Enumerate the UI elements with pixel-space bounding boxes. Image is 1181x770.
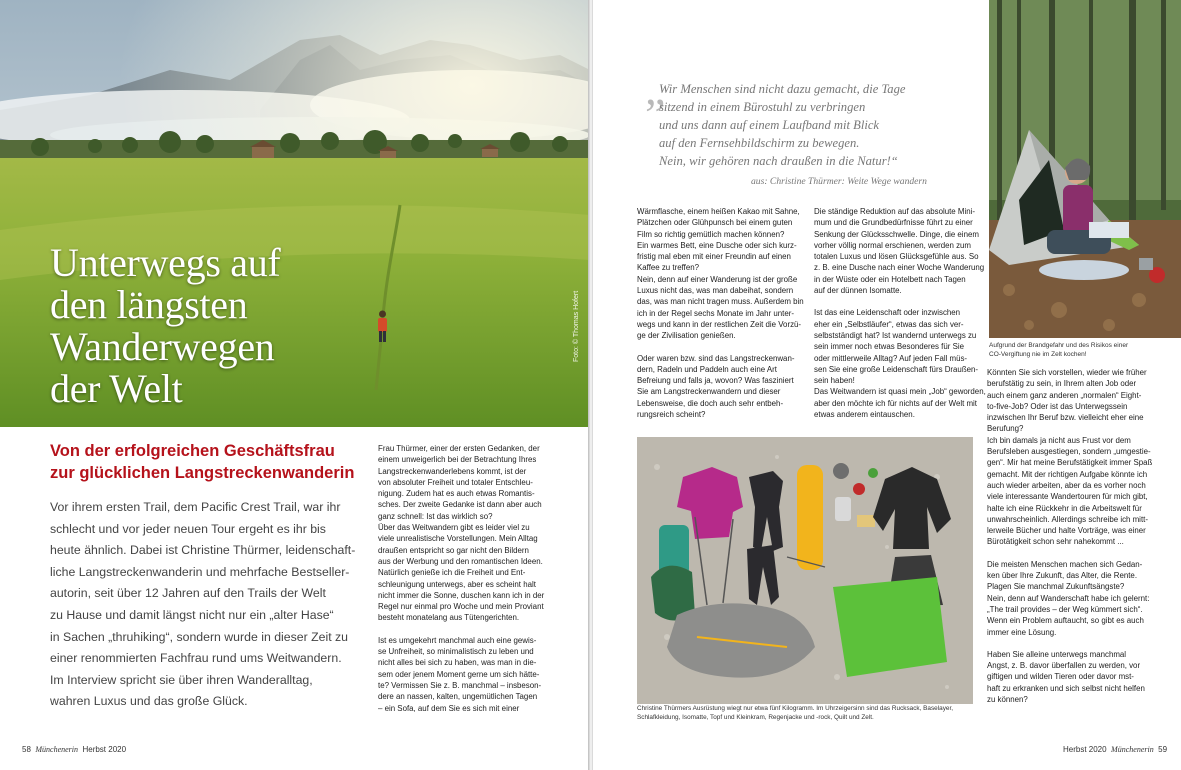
body-text-line: Die ständige Reduktion auf das absolute Mini- xyxy=(814,207,975,216)
magazine-brand: Münchenerin xyxy=(1111,745,1154,754)
lead-line: einer renommierten Fachfrau rund ums Weitwandern. xyxy=(50,651,342,666)
body-text-line: Film so richtig gemütlich machen können? xyxy=(637,229,785,239)
body-text-line: Frau Thürmer, einer der ersten Gedanken, der xyxy=(378,444,540,453)
body-text-line: Nein, denn auf Wanderschaft habe ich gelernt: xyxy=(987,593,1150,603)
body-text-line: besteht monatelang aus Tütengerichten. xyxy=(378,613,520,623)
body-text-line: Senkung der Glücksschwelle. Dinge, die einem xyxy=(814,229,979,239)
body-text-line: aber den möchte ich für nichts auf der Welt mit xyxy=(814,398,978,408)
body-text-line: sein haben! xyxy=(814,376,855,386)
paragraph-gap xyxy=(637,342,807,353)
issue-label: Herbst 2020 xyxy=(1063,745,1107,754)
title-line: Wanderwegen xyxy=(50,324,275,369)
quote-source: aus: Christine Thürmer: Weite Wege wandern xyxy=(751,176,927,187)
body-text-line: in der Wüste oder ein Hotelbett nach Tagen xyxy=(814,274,966,284)
right-text-column-3 xyxy=(987,367,1167,705)
body-text-line: Über das Weitwandern gibt es leider viel zu xyxy=(378,523,530,533)
body-text-line: das, was man nicht tragen muss. Außerdem bin xyxy=(637,297,804,307)
body-text-line: ge der Zivilisation genießen. xyxy=(637,331,736,341)
body-text-line: nicht immer die Sonne, duschen kann ich in der xyxy=(378,590,545,600)
body-text-line: Langstreckenwanderlebens kommt, ist der xyxy=(378,466,527,476)
body-text-line: zu können? xyxy=(987,695,1028,705)
caption-line: Schlafkleidung, Isomatte, Topf und Kleinkram, Regenjacke und -rock, Quilt und Zelt. xyxy=(637,713,874,721)
caption-line: CO-Vergiftung nie im Zelt kochen! xyxy=(989,351,1087,358)
tent-photo xyxy=(989,0,1181,338)
page-footer-left xyxy=(22,745,126,754)
body-text-line: oder mittlerweile Alltag? Auf jeden Fall müs- xyxy=(814,353,968,363)
lead-line: Im Interview spricht sie über ihren Wanderalltag, xyxy=(50,672,313,687)
body-text-line: einem unweigerlich bei der Betrachtung Ihres xyxy=(378,455,537,465)
body-text-line: auf der dünnen Isomatte. xyxy=(814,286,902,296)
body-text-line: „The trail provides – der Weg kümmert sich“. xyxy=(987,604,1143,614)
lead-line: schlecht und vor jeder neuen Tour ergeht es ihr bis xyxy=(50,521,326,536)
body-text-line: Bürotätigkeit schon sehr nahekommt ... xyxy=(987,537,1124,547)
body-text-line: giftigen und wilden Tieren oder davor mst- xyxy=(987,672,1134,682)
body-text-line: gemacht. Mit der richtigen Aufgabe könnte ich xyxy=(987,469,1148,479)
page-footer-right xyxy=(1063,745,1167,754)
title-line: den längsten xyxy=(50,282,248,327)
body-text-line: dern, Radeln und Paddeln auch eine Art xyxy=(637,364,777,374)
body-text-line: immer eine Lösung. xyxy=(987,627,1057,637)
quote-mark: „ xyxy=(645,63,666,114)
meadow-hero-photo xyxy=(0,0,590,427)
body-text-line: mum und die Grundbedürfnisse führt zu einer xyxy=(814,218,973,228)
body-text-line: se Unfreiheit, so minimalistisch zu leben und xyxy=(378,647,534,657)
tent-photo-caption xyxy=(989,341,1128,359)
body-text-line: Ich bin damals ja nicht aus Frust vor dem xyxy=(987,435,1131,445)
lead-line: wahren Luxus und das große Glück. xyxy=(50,694,248,709)
body-text-line: to-five-Job? Oder ist das Unterwegssein xyxy=(987,401,1128,411)
body-text-line: Sie am Langstreckenwandern und dieser xyxy=(637,387,781,397)
body-text-line: Luxus nicht das, was man dabeihat, sondern xyxy=(637,286,794,296)
body-text-line: wegs und kann in der restlichen Zeit die Vorzü- xyxy=(637,319,802,329)
body-text-line: Angst, z. B. davor überfallen zu werden, vor xyxy=(987,661,1141,671)
body-text-line: Plagen Sie manchmal Zukunftsängste? xyxy=(987,582,1125,592)
paragraph-gap xyxy=(378,624,554,635)
quote-line: Wir Menschen sind nicht dazu gemacht, die Tage xyxy=(659,82,906,96)
quote-line: und uns dann auf einem Laufband mit Blick xyxy=(659,118,880,132)
body-text-line: Haben Sie alleine unterwegs manchmal xyxy=(987,649,1127,659)
left-text-column xyxy=(378,443,554,714)
body-text-line: schleunigung unterwegs, aber es scheint halt xyxy=(378,579,536,589)
body-text-line: von absoluter Freiheit und totaler Entschleu- xyxy=(378,477,533,487)
body-text-line: ganz schnell: Ist das wirklich so? xyxy=(378,511,493,521)
body-text-line: Wärmflasche, einem heißen Kakao mit Sahne, xyxy=(637,207,800,216)
body-text-line: Natürlich genieße ich die Freiheit und Ent- xyxy=(378,568,526,578)
body-text-line: sen Sie eine große Leidenschaft fürs Draußen- xyxy=(814,364,979,374)
body-text-line: Ist es umgekehrt manchmal auch eine gewis- xyxy=(378,635,537,645)
page-number: 59 xyxy=(1158,745,1168,754)
body-text-line: auch einem ganz anderen „normalen“ Eight- xyxy=(987,390,1142,400)
body-text-line: aus der Werbung und den romantischen Ideen. xyxy=(378,556,543,566)
body-text-line: sches. Der zweite Gedanke ist dann aber auch xyxy=(378,500,542,510)
quote-line: auf den Fernsehbildschirm zu bewegen. xyxy=(659,136,860,150)
body-text-line: halte ich eine Rückkehr in die Arbeitswelt für xyxy=(987,503,1142,513)
page-number: 58 xyxy=(22,745,31,754)
body-text-line: vorher völlig normal erschienen, werden zum xyxy=(814,240,972,250)
body-text-line: Kaffee zu treffen? xyxy=(637,263,700,273)
body-text-line: nicht alles bei sich zu haben, was man in die- xyxy=(378,658,537,668)
body-text-line: etwas anderem eintauschen. xyxy=(814,410,915,420)
body-text-line: Plätzchen oder Glühpunsch bei einem guten xyxy=(637,218,793,228)
pull-quote xyxy=(659,80,989,170)
body-text-line: Ein warmes Bett, eine Dusche oder sich kurz- xyxy=(637,240,797,250)
lead-line: liche Langstreckenwanderin und mehrfache Bestseller- xyxy=(50,564,350,579)
body-text-line: ken über Ihre Zukunft, das Alter, die Rente. xyxy=(987,571,1138,581)
body-text-line: Die meisten Menschen machen sich Gedan- xyxy=(987,559,1143,569)
paragraph-gap xyxy=(814,296,986,307)
body-text-line: Das Weitwandern ist quasi mein „Job“ geworden, xyxy=(814,387,986,397)
left-page xyxy=(0,0,590,770)
body-text-line: sein immer noch etwas Besonderes für Sie xyxy=(814,342,964,352)
body-text-line: haft zu erkranken und sich selbst nicht helfen xyxy=(987,683,1145,693)
body-text-line: – ein Sofa, auf dem Sie es sich mit einer xyxy=(378,703,520,713)
body-text-line: viele interessante Wandertouren für mich gibt, xyxy=(987,492,1148,502)
title-line: Unterwegs auf xyxy=(50,240,281,285)
body-text-line: Könnten Sie sich vorstellen, wieder wie früher xyxy=(987,368,1147,377)
article-title xyxy=(50,242,280,410)
gear-photo-caption xyxy=(637,705,977,722)
body-text-line: nigung. Zudem hat es auch etwas Romantis- xyxy=(378,489,535,499)
body-text-line: fristig mal eben mit einer Freundin auf einen xyxy=(637,252,791,262)
body-text-line: Regel nur einmal pro Woche und mein Proviant xyxy=(378,602,544,612)
body-text-line: viele unrealistische Vorstellungen. Mein Alltag xyxy=(378,534,538,544)
lead-line: autorin, seit über 12 Jahren auf den Trails der Welt xyxy=(50,586,326,601)
body-text-line: unwahrscheinlich. Allerdings schreibe ich mitt- xyxy=(987,514,1148,524)
quote-line: Nein, wir gehören nach draußen in die Natur!“ xyxy=(659,154,898,168)
body-text-line: z. B. eine Dusche nach einer Woche Wanderung xyxy=(814,263,985,273)
body-text-line: auch wieder arbeiten, aber da es vorher noch xyxy=(987,480,1146,490)
hiking-gear-flatlay-image xyxy=(637,437,973,704)
body-text-line: ich in der Regel sechs Monate im Jahr unter- xyxy=(637,308,795,318)
body-text-line: rungsreich scheint? xyxy=(637,410,706,420)
body-text-line: Lebensweise, die doch auch sehr entbeh- xyxy=(637,398,784,408)
body-text-line: draußen entspricht so gar nicht den Bildern xyxy=(378,545,529,555)
quote-line: sitzend in einem Bürostuhl zu verbringen xyxy=(659,100,866,114)
body-text-line: eher ein „Selbstläufer“, etwas das sich ver- xyxy=(814,319,964,329)
tent-forest-image xyxy=(989,0,1181,338)
body-text-line: dere an nassen, kalten, ungemütlichen Tagen xyxy=(378,692,538,702)
body-text-line: inzwischen Ihr Beruf bzw. vielleicht eher eine xyxy=(987,413,1144,423)
caption-line: Aufgrund der Brandgefahr und des Risikos einer xyxy=(989,342,1129,349)
title-line: der Welt xyxy=(50,366,183,411)
photo-credit: Foto: © Thomas Hofert xyxy=(573,290,580,362)
right-page xyxy=(593,0,1181,770)
magazine-brand: Münchenerin xyxy=(35,745,79,754)
article-subhead xyxy=(50,440,360,484)
caption-line: Christine Thürmers Ausrüstung wiegt nur etwa fünf Kilogramm. Im Uhrzeigersinn sind das Rucksack, Baselayer, xyxy=(637,705,953,712)
lead-line: zu Hause und damit längst nicht nur ein „alter Hase“ xyxy=(50,607,334,622)
right-text-column-1 xyxy=(637,206,807,420)
body-text-line: selbstständigt hat? Ist wandernd unterwegs zu xyxy=(814,330,977,340)
gear-photo xyxy=(637,437,973,704)
subhead-line: zur glücklichen Langstreckenwanderin xyxy=(50,464,355,482)
lead-line: Vor ihrem ersten Trail, dem Pacific Crest Trail, war ihr xyxy=(50,500,341,514)
body-text-line: te? Vermissen Sie z. B. manchmal – insbeson- xyxy=(378,680,542,690)
body-text-line: Berufung? xyxy=(987,424,1024,434)
right-text-column-2 xyxy=(814,206,986,420)
paragraph-gap xyxy=(987,548,1167,559)
lead-paragraph xyxy=(50,497,360,713)
body-text-line: Ist das eine Leidenschaft oder inzwischen xyxy=(814,308,961,318)
body-text-line: sem oder jenem Moment gerne um sich hätte- xyxy=(378,669,540,679)
lead-line: in Sachen „thruhiking“, sondern wurde in dieser Zeit zu xyxy=(50,629,349,644)
subhead-line: Von der erfolgreichen Geschäftsfrau xyxy=(50,442,335,460)
body-text-line: lerweile Bücher und halte Vorträge, was einer xyxy=(987,526,1146,536)
body-text-line: gen“. Mir hat meine Berufstätigkeit immer Spaß xyxy=(987,458,1153,468)
body-text-line: totalen Luxus und lösen Glücksgefühle aus. So xyxy=(814,252,979,262)
body-text-line: Wenn ein Problem auftaucht, so gibt es auch xyxy=(987,616,1144,626)
paragraph-gap xyxy=(987,638,1167,649)
body-text-line: berufstätig zu sein, in Ihrem alten Job oder xyxy=(987,379,1137,389)
lead-line: heute ähnlich. Dabei ist Christine Thürmer, leidenschaft- xyxy=(50,543,356,558)
issue-label: Herbst 2020 xyxy=(82,745,127,754)
body-text-line: Befreiung und falls ja, wovon? Was fasziniert xyxy=(637,376,794,386)
body-text-line: Oder waren bzw. sind das Langstreckenwan- xyxy=(637,353,795,363)
body-text-line: Nein, denn auf einer Wanderung ist der große xyxy=(637,274,798,284)
body-text-line: Berufsleben ausgestiegen, sondern „umgestie- xyxy=(987,447,1151,457)
